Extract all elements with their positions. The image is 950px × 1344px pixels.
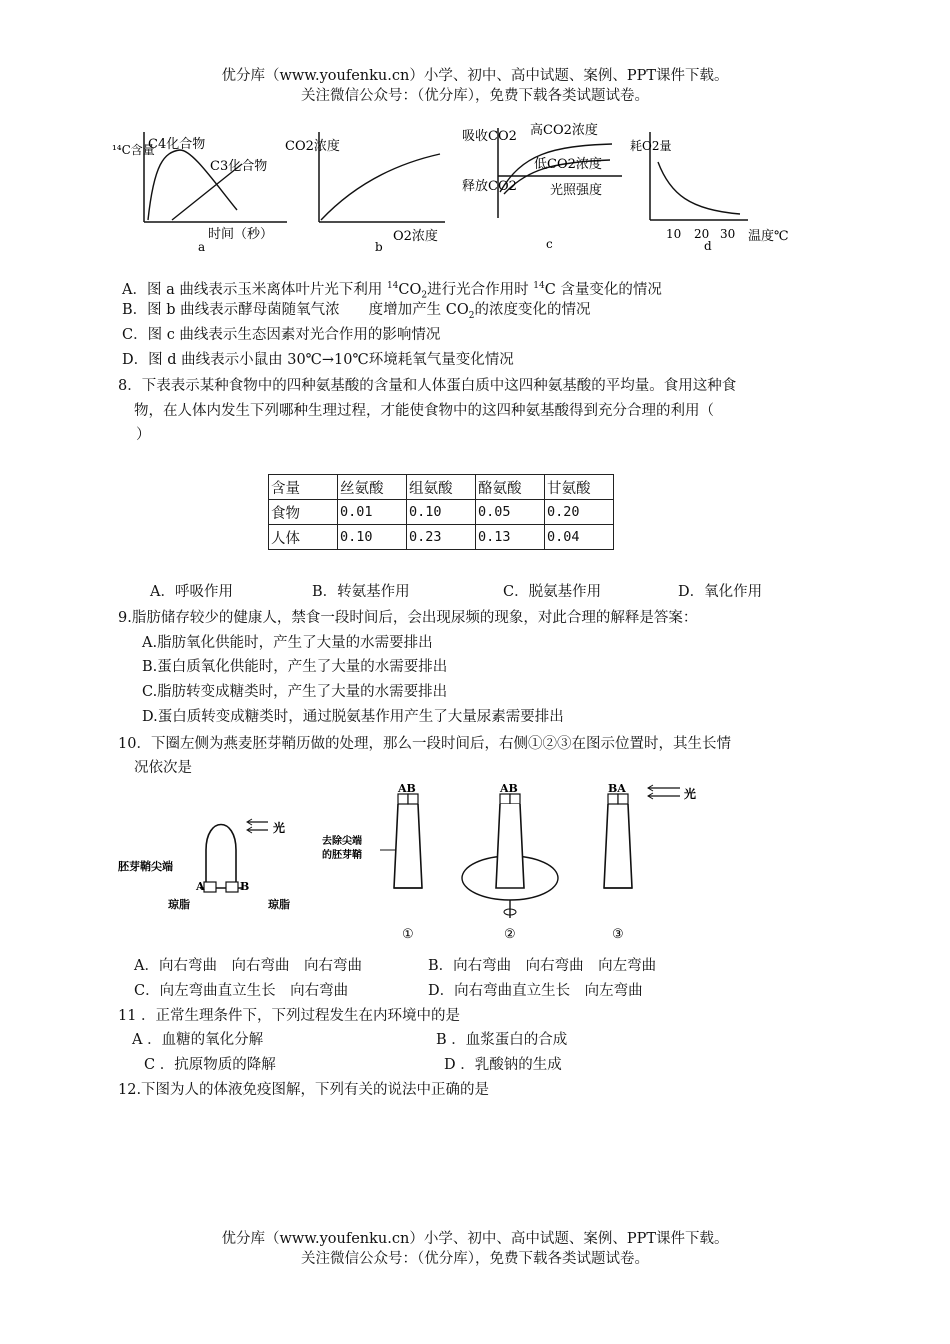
header-line-1: 优分库（www.youfenku.cn）小学、初中、高中试题、案例、PPT课件下载。	[221, 68, 729, 84]
c1-block-b	[408, 794, 418, 804]
q9-option-c: C.脂肪转变成糖类时，产生了大量的水需要排出	[142, 684, 448, 700]
q11-stem: 11 ．正常生理条件下，下列过程发生在内环境中的是	[118, 1008, 461, 1024]
header-line-2: 关注微信公众号：（优分库），免费下载各类试题试卷。	[301, 88, 649, 104]
q7-option-d: D．图 d 曲线表示小鼠由 30℃→10℃环境耗氧气量变化情况	[122, 352, 514, 368]
label-a: A	[196, 880, 205, 893]
figure-d-ylabel: 耗O2量	[630, 139, 672, 153]
table-cell: 0.01	[338, 500, 407, 525]
coleoptile-2	[496, 804, 524, 888]
figure-a	[112, 124, 302, 258]
figure-c-ylabel-top: 吸收CO2	[462, 129, 517, 144]
c3-block-b	[608, 794, 618, 804]
q9-option-a: A.脂肪氧化供能时，产生了大量的水需要排出	[142, 635, 433, 651]
c1-block-a	[398, 794, 408, 804]
coleoptile-1	[394, 804, 422, 888]
num-3: ③	[612, 927, 624, 942]
q9-stem: 9.脂肪储存较少的健康人，禁食一段时间后，会出现尿频的现象，对此合理的解释是答案：	[118, 610, 698, 626]
c3-pair-label: BA	[608, 782, 626, 795]
q10-stem-1: 10．下圈左侧为燕麦胚芽鞘历做的处理，那么一段时间后，右侧①②③在图示位置时，其生长情	[118, 736, 731, 752]
c2-block-b	[510, 794, 520, 804]
figure-c-low-label: 低CO2浓度	[534, 157, 602, 172]
agar-block-a	[204, 882, 216, 892]
table-header-cell: 丝氨酸	[338, 475, 407, 500]
table-cell: 0.20	[545, 500, 614, 525]
figure-d-tag: d	[704, 239, 712, 253]
figure-c-ylabel-bottom: 释放CO2	[462, 179, 517, 194]
coleoptile-tip-shape	[206, 825, 236, 889]
figure-d-tick-30: 30	[720, 227, 736, 241]
figure-b-curve	[321, 154, 440, 220]
q12-stem: 12.下图为人的体液免疫图解，下列有关的说法中正确的是	[118, 1082, 490, 1098]
footer-line-2: 关注微信公众号：（优分库），免费下载各类试题试卷。	[301, 1251, 649, 1267]
q8-stem-3: ）	[136, 427, 151, 443]
table-header-cell: 组氨酸	[407, 475, 476, 500]
agar-block-b	[226, 882, 238, 892]
figure-b-tag: b	[375, 240, 383, 254]
table-cell: 0.04	[545, 525, 614, 550]
q11-option-a: A ．血糖的氧化分解	[132, 1032, 264, 1048]
num-1: ①	[402, 927, 414, 942]
table-header-cell: 含量	[269, 475, 338, 500]
figure-d-curve	[658, 162, 740, 214]
decap-label-1: 去除尖端	[322, 836, 362, 847]
q7-option-a: A．图 a 曲线表示玉米离体叶片光下利用 $^{14}CO_2$进行光合作用时 $^{14}$C 含量变化的情况	[122, 281, 662, 301]
figure-a-curve1-label: C4化合物	[148, 137, 206, 152]
q8-stem-1: 8．下表表示某种食物中的四种氨基酸的含量和人体蛋白质中这四种氨基酸的平均量。食用这种食	[118, 378, 737, 394]
table-cell: 0.23	[407, 525, 476, 550]
figure-a-curve2-label: C3化合物	[210, 159, 268, 174]
q11-option-c: C ．抗原物质的降解	[144, 1057, 276, 1073]
table-row	[269, 500, 614, 525]
figure-b-ylabel: CO2浓度	[285, 139, 340, 154]
agar-label-left: 琼脂	[168, 898, 190, 911]
q8-option-d: D．氧化作用	[678, 584, 763, 600]
q10-option-c: C．向左弯曲直立生长 向右弯曲	[134, 983, 349, 999]
q10-option-b: B．向右弯曲 向右弯曲 向左弯曲	[428, 958, 657, 974]
q9-option-b: B.蛋白质氧化供能时，产生了大量的水需要排出	[142, 659, 448, 675]
num-2: ②	[504, 927, 516, 942]
agar-label-right: 琼脂	[268, 898, 290, 911]
q8-stem-2: 物，在人体内发生下列哪种生理过程，才能使食物中的这四种氨基酸得到充分合理的利用（	[134, 403, 714, 419]
light-label-left: 光	[273, 821, 286, 835]
light-label-right: 光	[684, 787, 697, 801]
figure-d-xlabel: 温度℃	[748, 229, 789, 244]
figure-a-xlabel: 时间（秒）	[208, 227, 274, 242]
table-header-row	[269, 475, 614, 500]
figure-b	[285, 124, 460, 258]
q10-figure-left	[118, 810, 308, 924]
table-cell: 人体	[269, 525, 338, 550]
figure-c-high-label: 高CO2浓度	[530, 123, 598, 138]
table-header-cell: 酪氨酸	[476, 475, 545, 500]
q10-stem-2: 况依次是	[134, 760, 192, 776]
q10-option-a: A．向右弯曲 向右弯曲 向右弯曲	[134, 958, 362, 974]
figure-d-tick-20: 20	[694, 227, 710, 241]
figure-b-xlabel: O2浓度	[393, 229, 438, 244]
q8-option-a: A．呼吸作用	[150, 584, 233, 600]
q11-option-d: D ．乳酸钠的生成	[444, 1057, 562, 1073]
tip-label: 胚芽鞘尖端	[118, 860, 173, 873]
q11-option-b: B ．血浆蛋白的合成	[436, 1032, 568, 1048]
figure-c	[462, 118, 632, 258]
q10-figure-right	[318, 780, 718, 954]
c2-pair-label: AB	[500, 782, 518, 795]
table-cell: 食物	[269, 500, 338, 525]
q8-option-b: B．转氨基作用	[312, 584, 410, 600]
footer-line-1: 优分库（www.youfenku.cn）小学、初中、高中试题、案例、PPT课件下载。	[221, 1231, 729, 1247]
q7-option-b: B．图 b 曲线表示酵母菌随氧气浓 度增加产生 $CO_2$的浓度变化的情况	[122, 302, 591, 321]
figure-a-ylabel: ¹⁴C含量	[112, 143, 155, 157]
q10-option-d: D．向右弯曲直立生长 向左弯曲	[428, 983, 643, 999]
table-header-cell: 甘氨酸	[545, 475, 614, 500]
q8-option-c: C．脱氨基作用	[503, 584, 602, 600]
table-cell: 0.10	[338, 525, 407, 550]
table-row	[269, 525, 614, 550]
figure-c-xlabel: 光照强度	[550, 183, 603, 198]
c3-block-a	[618, 794, 628, 804]
q9-option-d: D.蛋白质转变成糖类时，通过脱氨基作用产生了大量尿素需要排出	[142, 709, 564, 725]
figure-d	[628, 124, 803, 258]
table-cell: 0.05	[476, 500, 545, 525]
figure-c-tag: c	[546, 237, 553, 251]
figure-a-tag: a	[198, 240, 206, 254]
c2-block-a	[500, 794, 510, 804]
q7-option-c: C．图 c 曲线表示生态因素对光合作用的影响情况	[122, 327, 441, 343]
c1-pair-label: AB	[398, 782, 416, 795]
decap-label-2: 的胚芽鞘	[322, 850, 362, 861]
label-b: B	[240, 880, 250, 893]
coleoptile-3	[604, 804, 632, 888]
table-cell: 0.13	[476, 525, 545, 550]
figure-d-tick-10: 10	[666, 227, 682, 241]
amino-acid-table	[268, 474, 614, 550]
table-cell: 0.10	[407, 500, 476, 525]
